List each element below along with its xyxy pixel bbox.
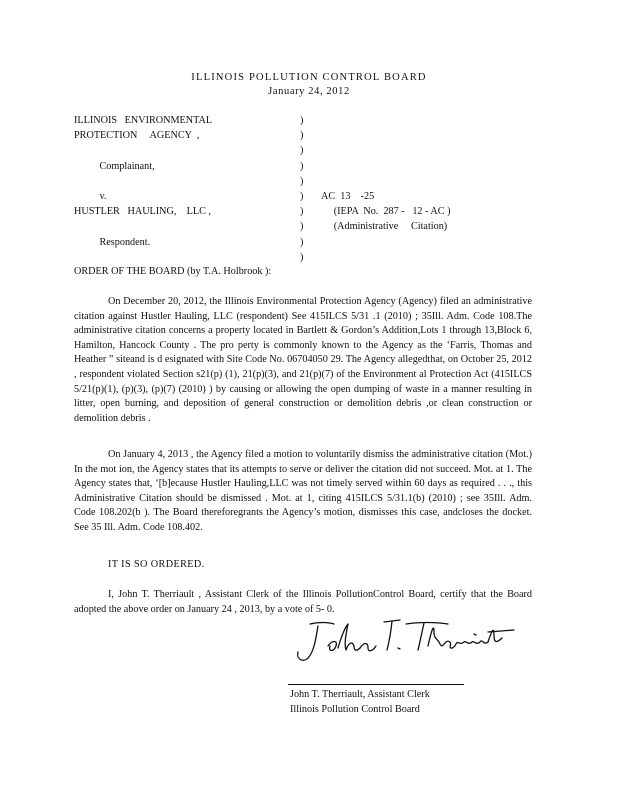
caption-right-line: (IEPA No. 287 - 12 - AC ) [321,206,451,218]
signer-name-title: John T. Therriault, Assistant Clerk [290,689,430,700]
paragraph-text: I, John T. Therriault , Assistant Clerk of the Illinois PollutionControl Board, certify that the Board adopted the above order on January 24 , 2013, by a vote of 5- 0. [74,589,532,615]
paragraph-motion [74,448,532,536]
caption-line [74,143,212,158]
caption-right-line: (Administrative Citation) [321,221,448,233]
caption-paren: ) [300,145,304,157]
caption-parentheses [300,113,303,265]
board-name-heading: ILLINOIS POLLUTION CONTROL BOARD [191,72,427,83]
handwritten-signature [288,612,528,672]
caption-parties [74,113,212,250]
paragraph-text: On December 20, 2012, the Illinois Environmental Protection Agency (Agency) filed an administrative citation against Hustler Hauling, LLC (respondent) See 415ILCS 5/31 .1 (2010) ; 35Ill. Adm. Code 108.The administrative citation concerns a property located in Bartlett & Gordon’s Addition,Lots 1 through 13,Block 6, Hamilton, Hancock County . The pro perty is commonly known to the Agency as the ‘Farris, Thomas and Heather ” siteand is d esignated with Site Code No. 06704050 29. The Agency allegedthat, on October 25, 2012 , respondent violated Section s21(p) (1), 21(p)(3), and 21(p)(7) of the Environment al Protection Act (415ILCS 5/21(p)(1), (p)(3), (p)(7) (2010) ) by causing or allowing the open dumping of waste in a manner resulting in litter, open burning, and deposition of general construction or demolition debris ,or clean construction or demolition debris . [74,296,532,424]
paragraph-citation [74,295,532,426]
caption-paren: ) [300,221,304,233]
signer-organization: Illinois Pollution Control Board [290,704,420,715]
caption-line: PROTECTION AGENCY , [74,130,200,142]
caption-paren: ) [300,251,304,263]
signer-block [290,687,430,717]
document-date: January 24, 2012 [268,86,350,97]
caption-line: ILLINOIS ENVIRONMENTAL [74,115,213,126]
caption-right-line [321,128,451,143]
caption-line: v. [74,190,107,202]
caption-paren: ) [300,130,304,142]
caption-paren: ) [300,175,304,187]
caption-right-line [321,113,451,128]
so-ordered: IT IS SO ORDERED. [108,559,205,570]
caption-line: Complainant, [74,160,155,172]
caption-case-number [321,113,451,235]
caption-line [74,219,212,234]
caption-paren: ) [300,160,304,172]
caption-paren: ) [300,190,304,202]
order-heading: ORDER OF THE BOARD (by T.A. Holbrook ): [74,266,272,277]
caption-paren: ) [300,115,304,126]
caption-line: HUSTLER HAULING, LLC , [74,206,211,218]
caption-right-line [321,143,451,158]
signature-line [288,684,464,685]
paragraph-text: On January 4, 2013 , the Agency filed a motion to voluntarily dismiss the administrative citation (Mot.) In the mot ion, the Agency states that its attempts to serve or deliver the citation did not succeed. Mot. at 1. The Agency states that, ‘[b]ecause Hustler Hauling,LLC was not timely served within 60 days as required . . ., this Administrative Citation should be dismissed . Mot. at 1, citing 415ILCS 5/31.1(b) (2010) ; see 35Ill. Adm. Code 108.202(b ). The Board thereforegrants the Agency’s motion, dismisses this case, andcloses the docket. See 35 Ill. Adm. Code 108.402. [74,449,532,533]
caption-paren: ) [300,206,304,218]
caption-paren: ) [300,236,304,248]
caption-right-line [321,174,451,189]
caption-right-line [321,159,451,174]
caption-right-line: AC 13 -25 [321,190,375,202]
caption-line [74,174,212,189]
caption-line: Respondent. [74,236,151,248]
